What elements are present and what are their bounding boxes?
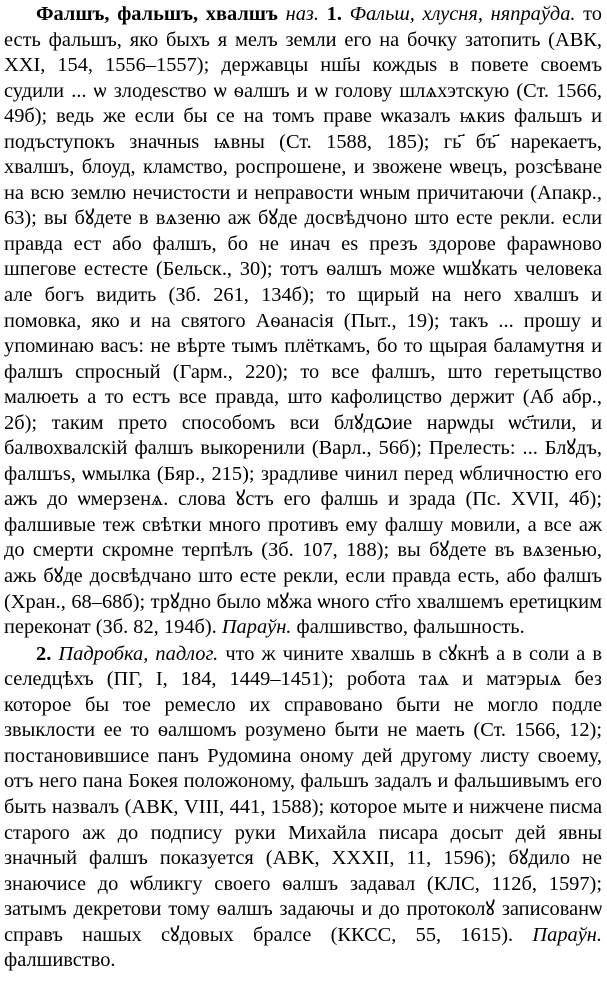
sense-1-gloss: Фальш, хлусня, няпраўда. [341, 3, 576, 25]
sense-1-number: 1. [318, 3, 342, 25]
entry-headword: Фалшъ, фальшъ, хвалшъ [36, 3, 278, 25]
sense-1-compare-label: Параўн. [216, 616, 292, 639]
sense-2-paragraph [4, 642, 602, 974]
sense-2-compare-label: Параўн. [513, 923, 602, 946]
dictionary-page [4, 2, 602, 974]
grammar-label: наз. [277, 3, 319, 25]
sense-2-gloss: Падробка, падлог. [51, 642, 219, 665]
sense-2-citations: что ж чините хвалшь в сꙋкнѣ а в соли а в селедцѣхъ (ПГ, I, 184, 1449–1451); робота таѧ и матэрыѧ без которое бы тое ремесло их справовано быти не могло подле звыклости ее то ѳалшомъ розумено быти не маеть (Ст. 1566, 12); постановившисе панъ Рудомина оному дей другому листу своему, отъ него пана Бокея положоному, фальшъ задалъ и фальшивымъ его быть назвалъ (АВК, VIII, 441, 1588); которое мыте и нижчене писма старого аж до подпису руки Михайла писара досыт дей явны значный фалшъ показуется (АВК, XXXII, 11, 1596); бꙋдило не знаючисе до ѡбликгу своего ѳалшъ задавал (КЛС, 112б, 1597); затымъ декретови тому ѳалшъ задаючы и до протоколꙋ записованѡ справъ нашых сꙋдовых бралсе (ККСС, 55, 1615). [4, 642, 602, 946]
sense-1-compare-words: фалшивство, фальшность. [291, 616, 525, 639]
sense-1-citations: то есть фальшъ, яко быхъ я мелъ земли его на бочку затопить (АВК, XXI, 154, 1556–1557); державцы нш҃ы кождыѕ в повете своемъ судили ... ѡ злодеѕство ѡ ѳалшъ и ѡ голову шлѧхэтскую (Ст. 1566, 49б); ведь же если бы се на томъ праве ѡказалъ ѩкиѕ фальшъ и подъступокъ значныѕ ѩвны (Ст. 1588, 185); гь҃ бъ҃ нарекаетъ, хвалшъ, блоуд, кламство, роспрошене, и звожене ѡвецъ, розсѣване на всю землю нечистости и неправости ѡным причитаючи (Апакр., 63); вы бꙋдете в вѧзеню аж бꙋде досвѣдчоно што есте рекли. если правда ест або фалшъ, бо не инач eѕ презъ здорове фараѡново шпегове естесте (Бельск., 30); тотъ ѳалшъ може ѡшꙋкать человека але богъ видить (Зб. 261, 134б); то щирый на него хвалшъ и помовка, яко и на святого Аѳанасія (Пыт., 19); такъ ... прошу и упоминаю васъ: не вѣрте тымъ плёткамъ, бо то щырая баламутня и фалшъ спросный (Гарм., 220); то все фалшъ, што геретыцство малюеть а то естъ все правда, што кафолицство держит (Аб абр., 2б); таким прето способомъ вси блꙋдꙍие нарѡды ѡс҃тили, и балвохвалскій фалшъ выкоренили (Варл., 56б); Прелесть: ... Блꙋдъ, фалшъѕ, ѡмылка (Бяр., 215); зрадливе чинил перед ѡбличностю его ажъ до ѡмерзенѧ. слова ꙋстъ его фалшь и зрада (Пс. XVII, 4б); фалшивые теж свѣтки много противъ ему фалшу мовили, а все аж до смерти скромне терпѣлъ (Зб. 107, 188); вы бꙋдете въ вѧзенью, ажь бꙋде досвѣдчано што есте рекли, если правда есть, або фалшъ (Хран., 68–68б); трꙋдно было мꙋжа ѡного ст҃го хвалшемъ еретицким переконат (Зб. 82, 194б). [4, 3, 603, 639]
sense-2-number: 2. [36, 642, 52, 665]
sense-2-compare-words: фалшивство. [4, 949, 116, 972]
sense-1-paragraph [4, 2, 602, 641]
